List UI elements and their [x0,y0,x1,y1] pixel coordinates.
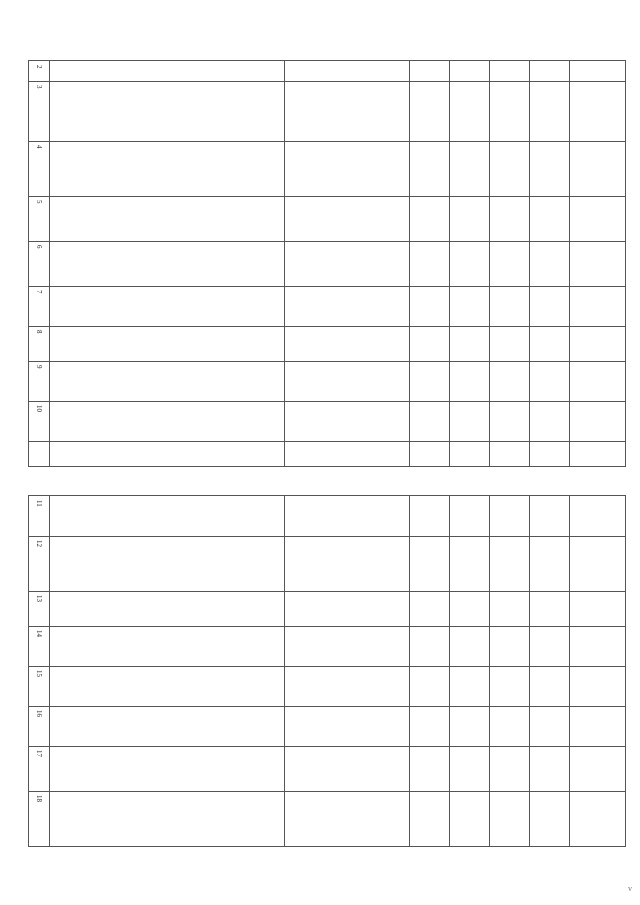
row-number: 13 [35,595,43,602]
row-number: 18 [35,795,43,802]
table-grid-top [29,61,625,466]
checklist-table-top [28,60,626,467]
row-number: 17 [35,750,43,757]
checklist-table-bottom [28,495,626,847]
row-number: 2 [35,65,43,69]
scan-speck: v [628,884,632,893]
row-number: 4 [35,145,43,149]
row-number: 9 [35,365,43,369]
row-number: 8 [35,330,43,334]
row-number: 14 [35,630,43,637]
row-number: 10 [35,405,43,412]
table-grid-bottom [29,496,625,846]
row-number: 6 [35,245,43,249]
row-number: 16 [35,710,43,717]
row-number: 11 [35,500,43,507]
row-number: 12 [35,540,43,547]
row-number: 15 [35,670,43,677]
row-number: 5 [35,200,43,204]
row-number: 7 [35,290,43,294]
row-number: 3 [35,85,43,89]
